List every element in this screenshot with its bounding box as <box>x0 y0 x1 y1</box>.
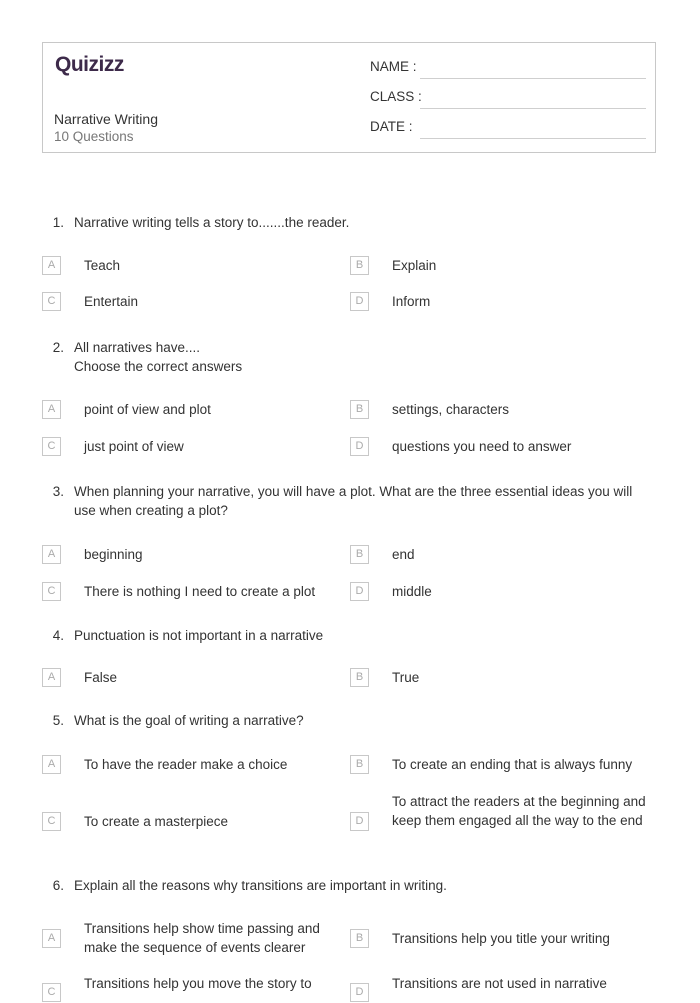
option-text: Teach <box>84 258 121 273</box>
question-number: 5. <box>52 713 64 728</box>
class-field[interactable] <box>370 89 646 109</box>
option-text: Explain <box>392 258 437 273</box>
option-letter: A <box>42 929 61 948</box>
option-text: Inform <box>392 294 431 309</box>
option-text: To have the reader make a choice <box>84 757 288 772</box>
name-line <box>420 78 646 79</box>
option-letter: B <box>350 256 369 275</box>
option-letter: A <box>42 400 61 419</box>
question-text: When planning your narrative, you will have a plot. What are the three essential ideas you will use when creating a plot? <box>74 484 633 518</box>
class-line <box>420 108 646 109</box>
question-number: 6. <box>52 878 64 893</box>
option-letter: B <box>350 929 369 948</box>
option-text: To create a masterpiece <box>84 814 229 829</box>
date-label: DATE : <box>370 119 413 134</box>
question-number: 4. <box>52 628 64 643</box>
question-text: Narrative writing tells a story to.......the reader. <box>74 215 350 230</box>
name-label: NAME : <box>370 59 417 74</box>
option-letter: A <box>42 668 61 687</box>
question-text: What is the goal of writing a narrative? <box>74 713 304 728</box>
option-text: True <box>392 670 420 685</box>
option-letter: A <box>42 755 61 774</box>
option-text: end <box>392 547 415 562</box>
option-letter: C <box>42 437 61 456</box>
option-text: To create an ending that is always funny <box>392 757 633 772</box>
question-number: 3. <box>52 484 64 499</box>
question-number: 1. <box>52 215 64 230</box>
worksheet-header <box>42 42 656 153</box>
question-count: 10 Questions <box>54 129 134 144</box>
option-text: Entertain <box>84 294 139 309</box>
option-letter: D <box>350 582 369 601</box>
option-letter: C <box>42 582 61 601</box>
class-label: CLASS : <box>370 89 422 104</box>
quizizz-logo: Quizizz <box>55 53 124 76</box>
option-text: There is nothing I need to create a plot <box>84 584 316 599</box>
name-field[interactable] <box>370 59 646 79</box>
question-number: 2. <box>52 340 64 355</box>
option-text: settings, characters <box>392 402 510 417</box>
question-text: Punctuation is not important in a narrative <box>74 628 324 643</box>
option-text: point of view and plot <box>84 402 211 417</box>
date-field[interactable] <box>370 119 646 139</box>
worksheet-title: Narrative Writing <box>54 111 158 127</box>
option-text: To attract the readers at the beginning and keep them engaged all the way to the end <box>392 794 646 828</box>
option-letter: C <box>42 292 61 311</box>
option-text: questions you need to answer <box>392 439 572 454</box>
option-text: beginning <box>84 547 143 562</box>
option-letter: B <box>350 668 369 687</box>
option-text: Transitions are not used in narrative <box>392 976 607 991</box>
option-text: False <box>84 670 118 685</box>
option-letter: B <box>350 545 369 564</box>
option-text: middle <box>392 584 432 599</box>
option-letter: D <box>350 437 369 456</box>
option-text: Transitions help you title your writing <box>392 931 610 946</box>
option-letter: A <box>42 545 61 564</box>
option-letter: D <box>350 983 369 1002</box>
option-text: Transitions help show time passing and make the sequence of events clearer <box>84 921 320 955</box>
option-letter: A <box>42 256 61 275</box>
option-letter: D <box>350 812 369 831</box>
option-letter: B <box>350 400 369 419</box>
question-text: All narratives have.... Choose the correct answers <box>74 340 243 374</box>
option-text: Transitions help you move the story to <box>84 976 312 991</box>
option-letter: B <box>350 755 369 774</box>
option-letter: C <box>42 983 61 1002</box>
option-letter: D <box>350 292 369 311</box>
date-line <box>420 138 646 139</box>
option-letter: C <box>42 812 61 831</box>
question-text: Explain all the reasons why transitions are important in writing. <box>74 878 447 893</box>
option-text: just point of view <box>84 439 184 454</box>
